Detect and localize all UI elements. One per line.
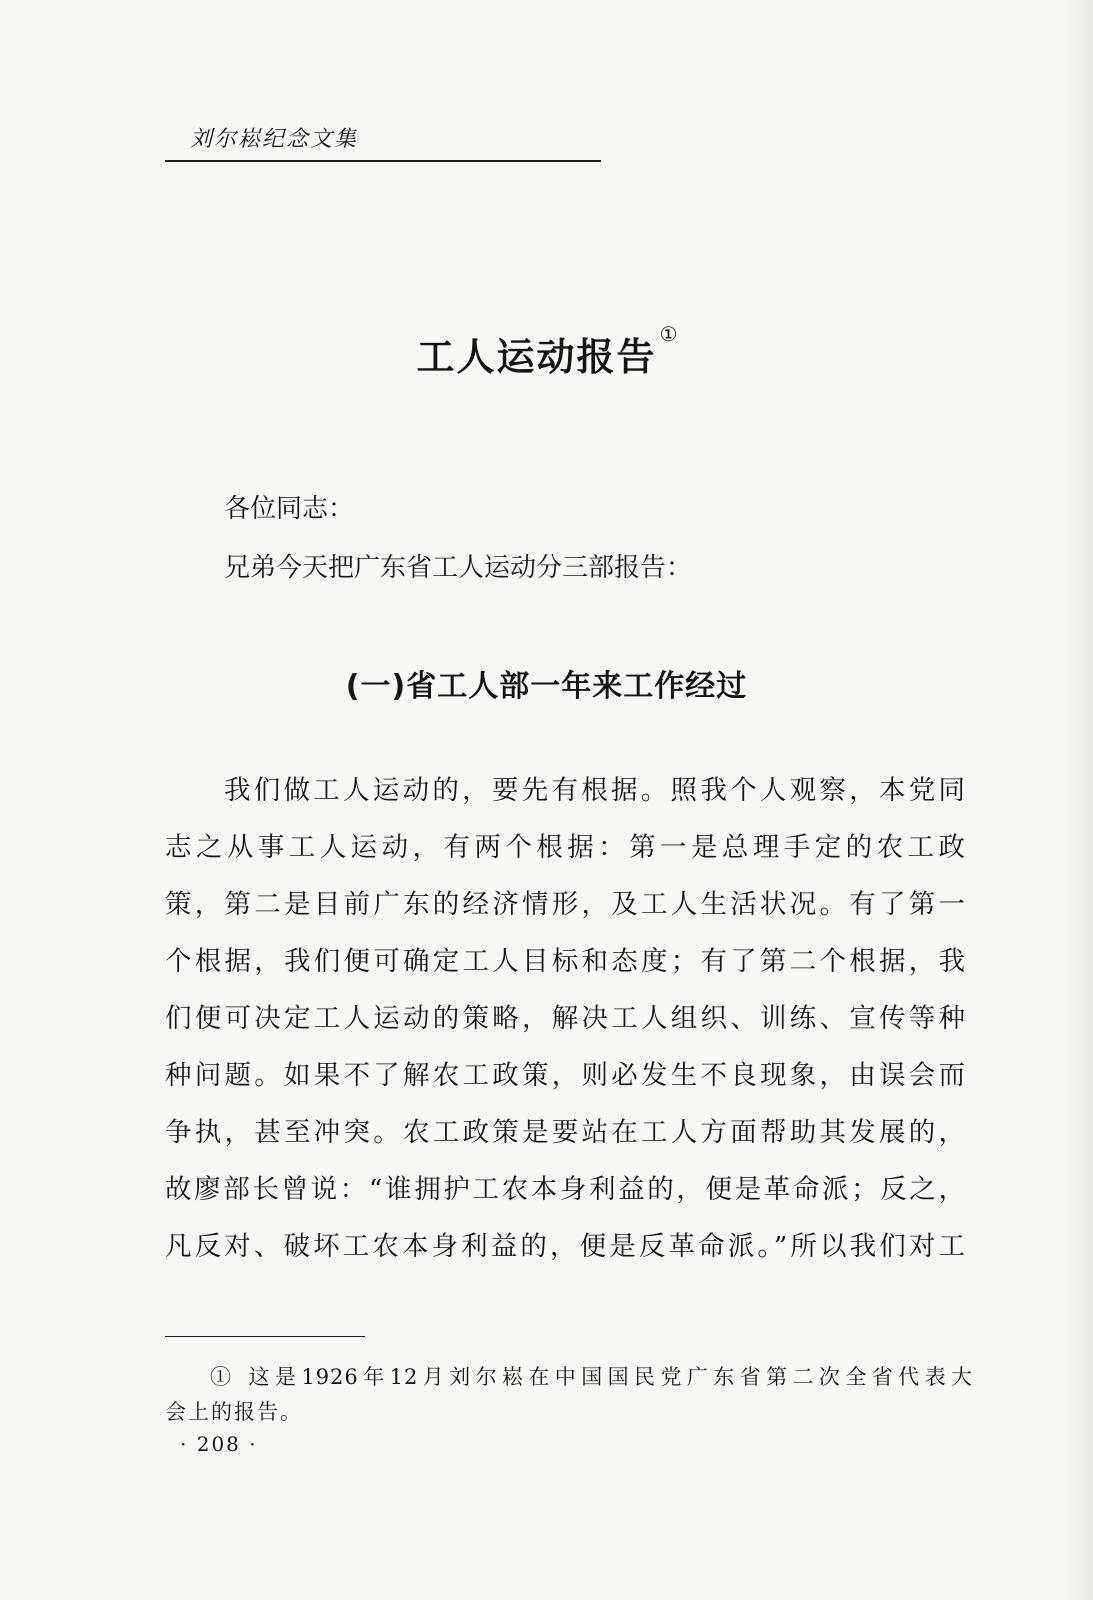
title-footnote-marker[interactable]: ① bbox=[659, 322, 680, 346]
body-line: 我们做工人运动的，要先有根据。照我个人观察，本党同 bbox=[224, 775, 965, 806]
section-heading: (一)省工人部一年来工作经过 bbox=[345, 669, 748, 704]
body-line: 凡反对、破坏工农本身利益的，便是反革命派。”所以我们对工 bbox=[165, 1231, 965, 1262]
intro-line: 兄弟今天把广东省工人运动分三部报告： bbox=[224, 553, 693, 583]
body-line: 们便可决定工人运动的策略，解决工人组织、训练、宣传等种 bbox=[165, 1003, 965, 1034]
page-number: · 208 · bbox=[180, 1432, 258, 1456]
header-rule bbox=[165, 160, 601, 162]
footnote-line bbox=[210, 1362, 973, 1392]
footnote-line: 会上的报告。 bbox=[165, 1400, 303, 1424]
salutation: 各位同志： bbox=[224, 494, 355, 524]
page-edge-shadow bbox=[1065, 0, 1093, 1600]
footnote-marker: ① bbox=[210, 1365, 237, 1389]
page-title bbox=[0, 322, 1093, 381]
body-line: 志之从事工人运动，有两个根据：第一是总理手定的农工政 bbox=[165, 832, 965, 863]
body-line: 个根据，我们便可确定工人目标和态度；有了第二个根据，我 bbox=[165, 946, 965, 977]
footnote-rule bbox=[165, 1336, 365, 1337]
body-line: 争执，甚至冲突。农工政策是要站在工人方面帮助其发展的， bbox=[165, 1117, 965, 1148]
footnote-text: 这是1926年12月刘尔崧在中国国民党广东省第二次全省代表大 bbox=[248, 1365, 973, 1389]
running-header: 刘尔崧纪念文集 bbox=[190, 127, 359, 152]
body-line: 故廖部长曾说：“谁拥护工农本身利益的，便是革命派；反之， bbox=[165, 1174, 965, 1205]
title-text: 工人运动报告 bbox=[416, 335, 657, 379]
body-line: 策，第二是目前广东的经济情形，及工人生活状况。有了第一 bbox=[165, 889, 965, 920]
body-line: 种问题。如果不了解农工政策，则必发生不良现象，由误会而 bbox=[165, 1060, 965, 1091]
